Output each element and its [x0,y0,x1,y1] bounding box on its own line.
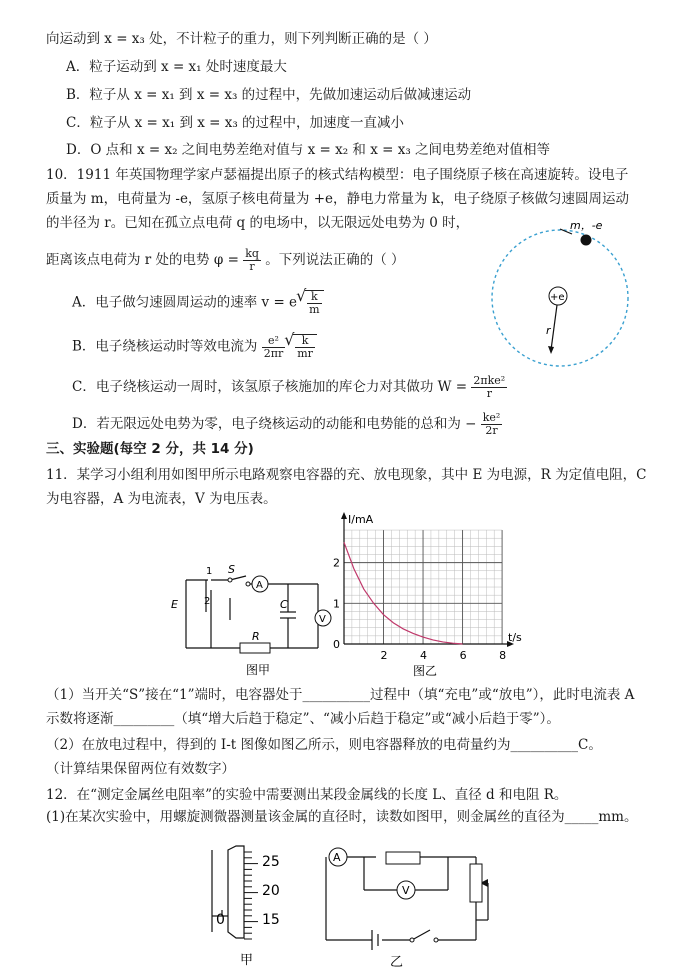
x-tick-label: 8 [499,649,507,662]
electron-label: m，-e [570,219,603,232]
current-time-chart [328,510,523,678]
svg-text:A: A [333,851,341,864]
q10-line-4 [46,248,405,273]
svg-text:A: A [256,580,263,591]
q9-option-d: D．O 点和 x = x₂ 之间电势差绝对值与 x = x₂ 和 x = x₃ 之间电势差绝对值相等 [66,142,551,158]
q11-part-1b: 示数将逐渐_________（填“增大后趋于稳定”、“减小后趋于稳定”或“减小后趋于零”）。 [46,711,560,727]
micrometer-figure [196,840,306,970]
scale-15: 15 [262,912,280,928]
resistor [240,643,270,653]
svg-text:C: C [280,598,288,611]
svg-text:V: V [319,614,326,625]
x-tick-label: 4 [420,649,428,662]
x-tick-label: 6 [459,649,467,662]
svg-text:2: 2 [204,596,211,607]
y-axis-arrow [341,512,347,519]
q9-option-a: A．粒子运动到 x = x₁ 处时速度最大 [66,59,287,75]
q9-option-b: B．粒子从 x = x₁ 到 x = x₃ 的过程中，先做加速运动后做减速运动 [66,87,472,103]
svg-text:1: 1 [206,566,213,577]
micrometer-caption: 甲 [240,953,254,968]
discharge-curve [344,542,463,644]
radius-label: r [546,324,551,337]
q12-line-1: 12．在“测定金属丝电阻率”的实验中需要测出某段金属线的长度 L、直径 d 和电阻 R。 [46,787,568,803]
svg-text:S: S [228,563,235,576]
q11-part-1: （1）当开关“S”接在“1”端时，电容器处于__________过程中（填“充电”或“放电”），此时电流表 A [46,687,635,703]
scale-25: 25 [262,854,280,870]
rheostat [470,864,482,902]
q11-line-1: 11．某学习小组利用如图甲所示电路观察电容器的充、放电现象，其中 E 为电源，R 为定值电阻，C [46,467,647,483]
electron-dot [581,235,592,246]
q11-line-2: 为电容器，A 为电流表，V 为电压表。 [46,491,277,507]
q10-option-b: B．电子绕核运动时等效电流为 $\frac{\text{e²}}{2\pi r}$ √ $\frac{k}{mr}$ [72,334,317,360]
x-tick-label: 2 [380,649,388,662]
q10-option-a: A．电子做匀速圆周运动的速率 v = e √ $\frac{k}{m}$ [72,290,324,316]
y-axis-label: I/mA [348,513,374,526]
chart-caption: 图乙 [413,664,438,678]
section-3-heading: 三、实验题(每空 2 分，共 14 分) [46,441,254,457]
q10-potential-text: 距离该点电荷为 r 处的电势 φ = [46,252,239,268]
circuit2-caption: 乙 [390,955,404,970]
scale-20: 20 [262,883,280,899]
q11-part-2b: （计算结果保留两位有效数字） [46,761,235,777]
q10-line-1: 10．1911 年英国物理学家卢瑟福提出原子的核式结构模型：电子围绕原子核在高速旋转。设电子 [46,167,629,183]
q10-option-c: C．电子绕核运动一周时，该氢原子核施加的库仑力对其做功 W = $\frac{\text{2πke²}}{r}$ [72,374,506,400]
y-tick-label: 2 [333,556,340,570]
origin-label: 0 [333,638,340,651]
svg-text:E: E [171,598,178,611]
y-tick-label: 1 [333,597,340,611]
q12-line-2: (1)在某次实验中，用螺旋测微器测量该金属的直径时，读数如图甲，则金属丝的直径为_____mm。 [46,809,638,825]
q9-option-c: C．粒子从 x = x₁ 到 x = x₃ 的过程中，加速度一直减小 [66,115,405,131]
potential-formula: $\frac{kq}{r}$ [245,247,259,273]
q10-option-d: D．若无限远处电势为零，电子绕核运动的动能和电势能的总和为 − $\frac{\text{ke²}}{2r}$ [72,411,501,437]
nucleus-label: +e [550,292,565,303]
hydrogen-atom-figure [490,210,650,385]
q10-question: 。下列说法正确的（ ） [265,252,405,268]
q11-part-2: （2）在放电过程中，得到的 I-t 图像如图乙所示，则电容器释放的电荷量约为__________C。 [46,737,602,753]
q10-line-3: 的半径为 r。已知在孤立点电荷 q 的电场中，以无限远处电势为 0 时， [46,215,470,231]
q9-stem-end: 向运动到 x = x₃ 处，不计粒子的重力，则下列判断正确的是（ ） [46,31,437,47]
svg-text:R: R [252,630,260,643]
resistance-circuit [318,840,493,970]
q10-line-2: 质量为 m，电荷量为 -e，氢原子核电荷量为 +e，静电力常量为 k，电子绕原子核做匀速圆周运动 [46,191,629,207]
svg-text:V: V [402,884,410,897]
scale-zero: 0 [216,912,225,928]
circuit1-caption: 图甲 [246,663,271,677]
capacitor-circuit [168,560,338,680]
x-axis-label: t/s [508,631,522,644]
fixed-resistor [386,852,420,864]
